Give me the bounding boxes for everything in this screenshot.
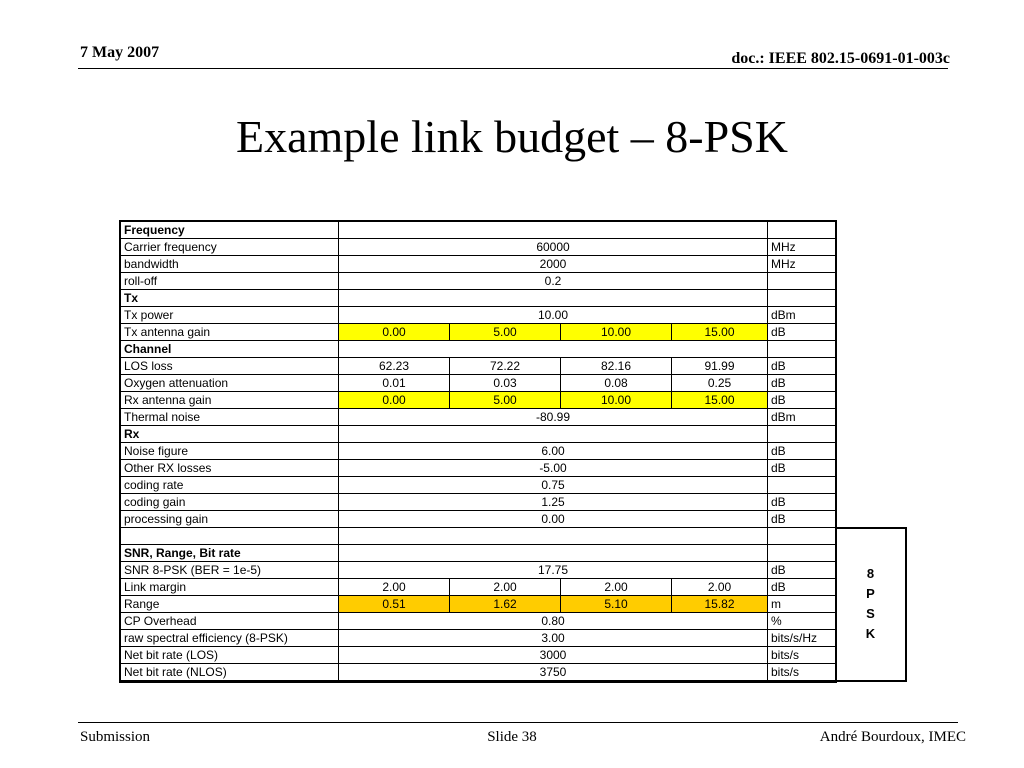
parameter-label: coding rate (121, 477, 339, 494)
parameter-label: Link margin (121, 579, 339, 596)
value-cell: 1.25 (339, 494, 768, 511)
table-row (121, 256, 906, 273)
spacer-cell (836, 511, 906, 528)
table-row (121, 630, 906, 647)
value-cell: 72.22 (450, 358, 561, 375)
value-cell: 5.00 (450, 392, 561, 409)
table-row (121, 579, 906, 596)
side-label-letter: 8 (866, 566, 875, 581)
header-doc-id: doc.: IEEE 802.15-0691-01-003c (731, 50, 950, 67)
unit-cell (768, 426, 836, 443)
side-label-letter: S (866, 606, 875, 621)
spacer-cell (836, 273, 906, 290)
value-cell: 15.00 (672, 324, 768, 341)
value-cell: 3.00 (339, 630, 768, 647)
spacer-cell (836, 324, 906, 341)
value-cell: 0.25 (672, 375, 768, 392)
value-cell: 2.00 (561, 579, 672, 596)
unit-cell: bits/s (768, 647, 836, 664)
unit-cell (768, 545, 836, 562)
link-budget-table (120, 221, 907, 682)
table-row (121, 664, 906, 681)
table-row (121, 647, 906, 664)
footer-slide-number: Slide 38 (487, 729, 537, 745)
table-row (121, 562, 906, 579)
value-cell: 1.62 (450, 596, 561, 613)
table-row (121, 494, 906, 511)
parameter-label: Tx antenna gain (121, 324, 339, 341)
value-cell: 91.99 (672, 358, 768, 375)
table-row (121, 426, 906, 443)
table-row (121, 545, 906, 562)
value-cell: -5.00 (339, 460, 768, 477)
spacer-cell (836, 239, 906, 256)
unit-cell (768, 290, 836, 307)
unit-cell (768, 477, 836, 494)
table-row (121, 358, 906, 375)
value-cell: 15.00 (672, 392, 768, 409)
unit-cell: dBm (768, 409, 836, 426)
value-cell: 0.2 (339, 273, 768, 290)
value-cell: 10.00 (561, 392, 672, 409)
spacer-cell (836, 392, 906, 409)
table-row (121, 273, 906, 290)
section-heading: SNR, Range, Bit rate (121, 545, 339, 562)
footer-submission: Submission (80, 729, 151, 745)
spacer-cell (836, 375, 906, 392)
table-row (121, 613, 906, 630)
value-cell: 3000 (339, 647, 768, 664)
value-cell: 5.10 (561, 596, 672, 613)
parameter-label: bandwidth (121, 256, 339, 273)
value-cell (339, 341, 768, 358)
unit-cell (768, 273, 836, 290)
value-cell: 0.01 (339, 375, 450, 392)
value-cell: 0.80 (339, 613, 768, 630)
unit-cell: dB (768, 494, 836, 511)
footer-author: André Bourdoux, IMEC (819, 729, 966, 745)
value-cell (339, 528, 768, 545)
section-heading: Tx (121, 290, 339, 307)
spacer-cell (836, 341, 906, 358)
value-cell: 62.23 (339, 358, 450, 375)
parameter-label: Noise figure (121, 443, 339, 460)
table-row (121, 460, 906, 477)
unit-cell: dB (768, 562, 836, 579)
unit-cell (768, 528, 836, 545)
spacer-cell (836, 290, 906, 307)
side-label-letter: K (865, 626, 876, 641)
section-heading (121, 528, 339, 545)
value-cell (339, 545, 768, 562)
table-row (121, 375, 906, 392)
spacer-cell (836, 256, 906, 273)
table-row (121, 307, 906, 324)
value-cell: 2.00 (339, 579, 450, 596)
unit-cell (768, 341, 836, 358)
unit-cell: dB (768, 358, 836, 375)
spacer-cell (836, 409, 906, 426)
spacer-cell (836, 460, 906, 477)
value-cell: 3750 (339, 664, 768, 681)
slide-title: Example link budget – 8-PSK (236, 111, 788, 162)
table-row (121, 392, 906, 409)
table-row (121, 239, 906, 256)
value-cell (339, 222, 768, 239)
value-cell: 0.00 (339, 392, 450, 409)
unit-cell: dB (768, 375, 836, 392)
parameter-label: Other RX losses (121, 460, 339, 477)
unit-cell: MHz (768, 239, 836, 256)
value-cell: 6.00 (339, 443, 768, 460)
table-row (121, 409, 906, 426)
spacer-cell (836, 358, 906, 375)
value-cell: 0.08 (561, 375, 672, 392)
unit-cell: dB (768, 324, 836, 341)
value-cell: 10.00 (339, 307, 768, 324)
value-cell: 2.00 (672, 579, 768, 596)
unit-cell: MHz (768, 256, 836, 273)
spacer-cell (836, 222, 906, 239)
table-row (121, 222, 906, 239)
section-heading: Frequency (121, 222, 339, 239)
unit-cell: m (768, 596, 836, 613)
value-cell: 10.00 (561, 324, 672, 341)
parameter-label: Carrier frequency (121, 239, 339, 256)
table-row (121, 596, 906, 613)
parameter-label: Net bit rate (NLOS) (121, 664, 339, 681)
unit-cell: dB (768, 460, 836, 477)
table-row (121, 528, 906, 545)
table-row (121, 290, 906, 307)
value-cell (339, 426, 768, 443)
value-cell: 15.82 (672, 596, 768, 613)
table-row (121, 443, 906, 460)
parameter-label: Rx antenna gain (121, 392, 339, 409)
table-row (121, 477, 906, 494)
parameter-label: processing gain (121, 511, 339, 528)
parameter-label: SNR 8-PSK (BER = 1e-5) (121, 562, 339, 579)
value-cell: 0.75 (339, 477, 768, 494)
value-cell: 2000 (339, 256, 768, 273)
unit-cell: dB (768, 443, 836, 460)
spacer-cell (836, 494, 906, 511)
parameter-label: Oxygen attenuation (121, 375, 339, 392)
section-heading: Rx (121, 426, 339, 443)
section-heading: Channel (121, 341, 339, 358)
spacer-cell (836, 477, 906, 494)
unit-cell: dB (768, 511, 836, 528)
value-cell: 60000 (339, 239, 768, 256)
side-label-letter: P (866, 586, 875, 601)
parameter-label: Range (121, 596, 339, 613)
unit-cell: dBm (768, 307, 836, 324)
value-cell: 5.00 (450, 324, 561, 341)
unit-cell: bits/s (768, 664, 836, 681)
header-rule (78, 68, 948, 69)
spacer-cell (836, 307, 906, 324)
table-row (121, 341, 906, 358)
parameter-label: Thermal noise (121, 409, 339, 426)
value-cell: 82.16 (561, 358, 672, 375)
value-cell: 0.51 (339, 596, 450, 613)
value-cell: -80.99 (339, 409, 768, 426)
unit-cell: bits/s/Hz (768, 630, 836, 647)
parameter-label: Tx power (121, 307, 339, 324)
unit-cell: % (768, 613, 836, 630)
value-cell: 17.75 (339, 562, 768, 579)
parameter-label: roll-off (121, 273, 339, 290)
unit-cell (768, 222, 836, 239)
parameter-label: Net bit rate (LOS) (121, 647, 339, 664)
header-date: 7 May 2007 (80, 44, 160, 61)
footer-rule (78, 722, 958, 723)
spacer-cell (836, 443, 906, 460)
table-row (121, 324, 906, 341)
value-cell: 0.03 (450, 375, 561, 392)
value-cell: 0.00 (339, 324, 450, 341)
parameter-label: raw spectral efficiency (8-PSK) (121, 630, 339, 647)
spacer-cell (836, 426, 906, 443)
value-cell: 0.00 (339, 511, 768, 528)
parameter-label: CP Overhead (121, 613, 339, 630)
unit-cell: dB (768, 392, 836, 409)
value-cell: 2.00 (450, 579, 561, 596)
parameter-label: LOS loss (121, 358, 339, 375)
table-row (121, 511, 906, 528)
parameter-label: coding gain (121, 494, 339, 511)
unit-cell: dB (768, 579, 836, 596)
value-cell (339, 290, 768, 307)
modulation-side-label (836, 528, 906, 681)
